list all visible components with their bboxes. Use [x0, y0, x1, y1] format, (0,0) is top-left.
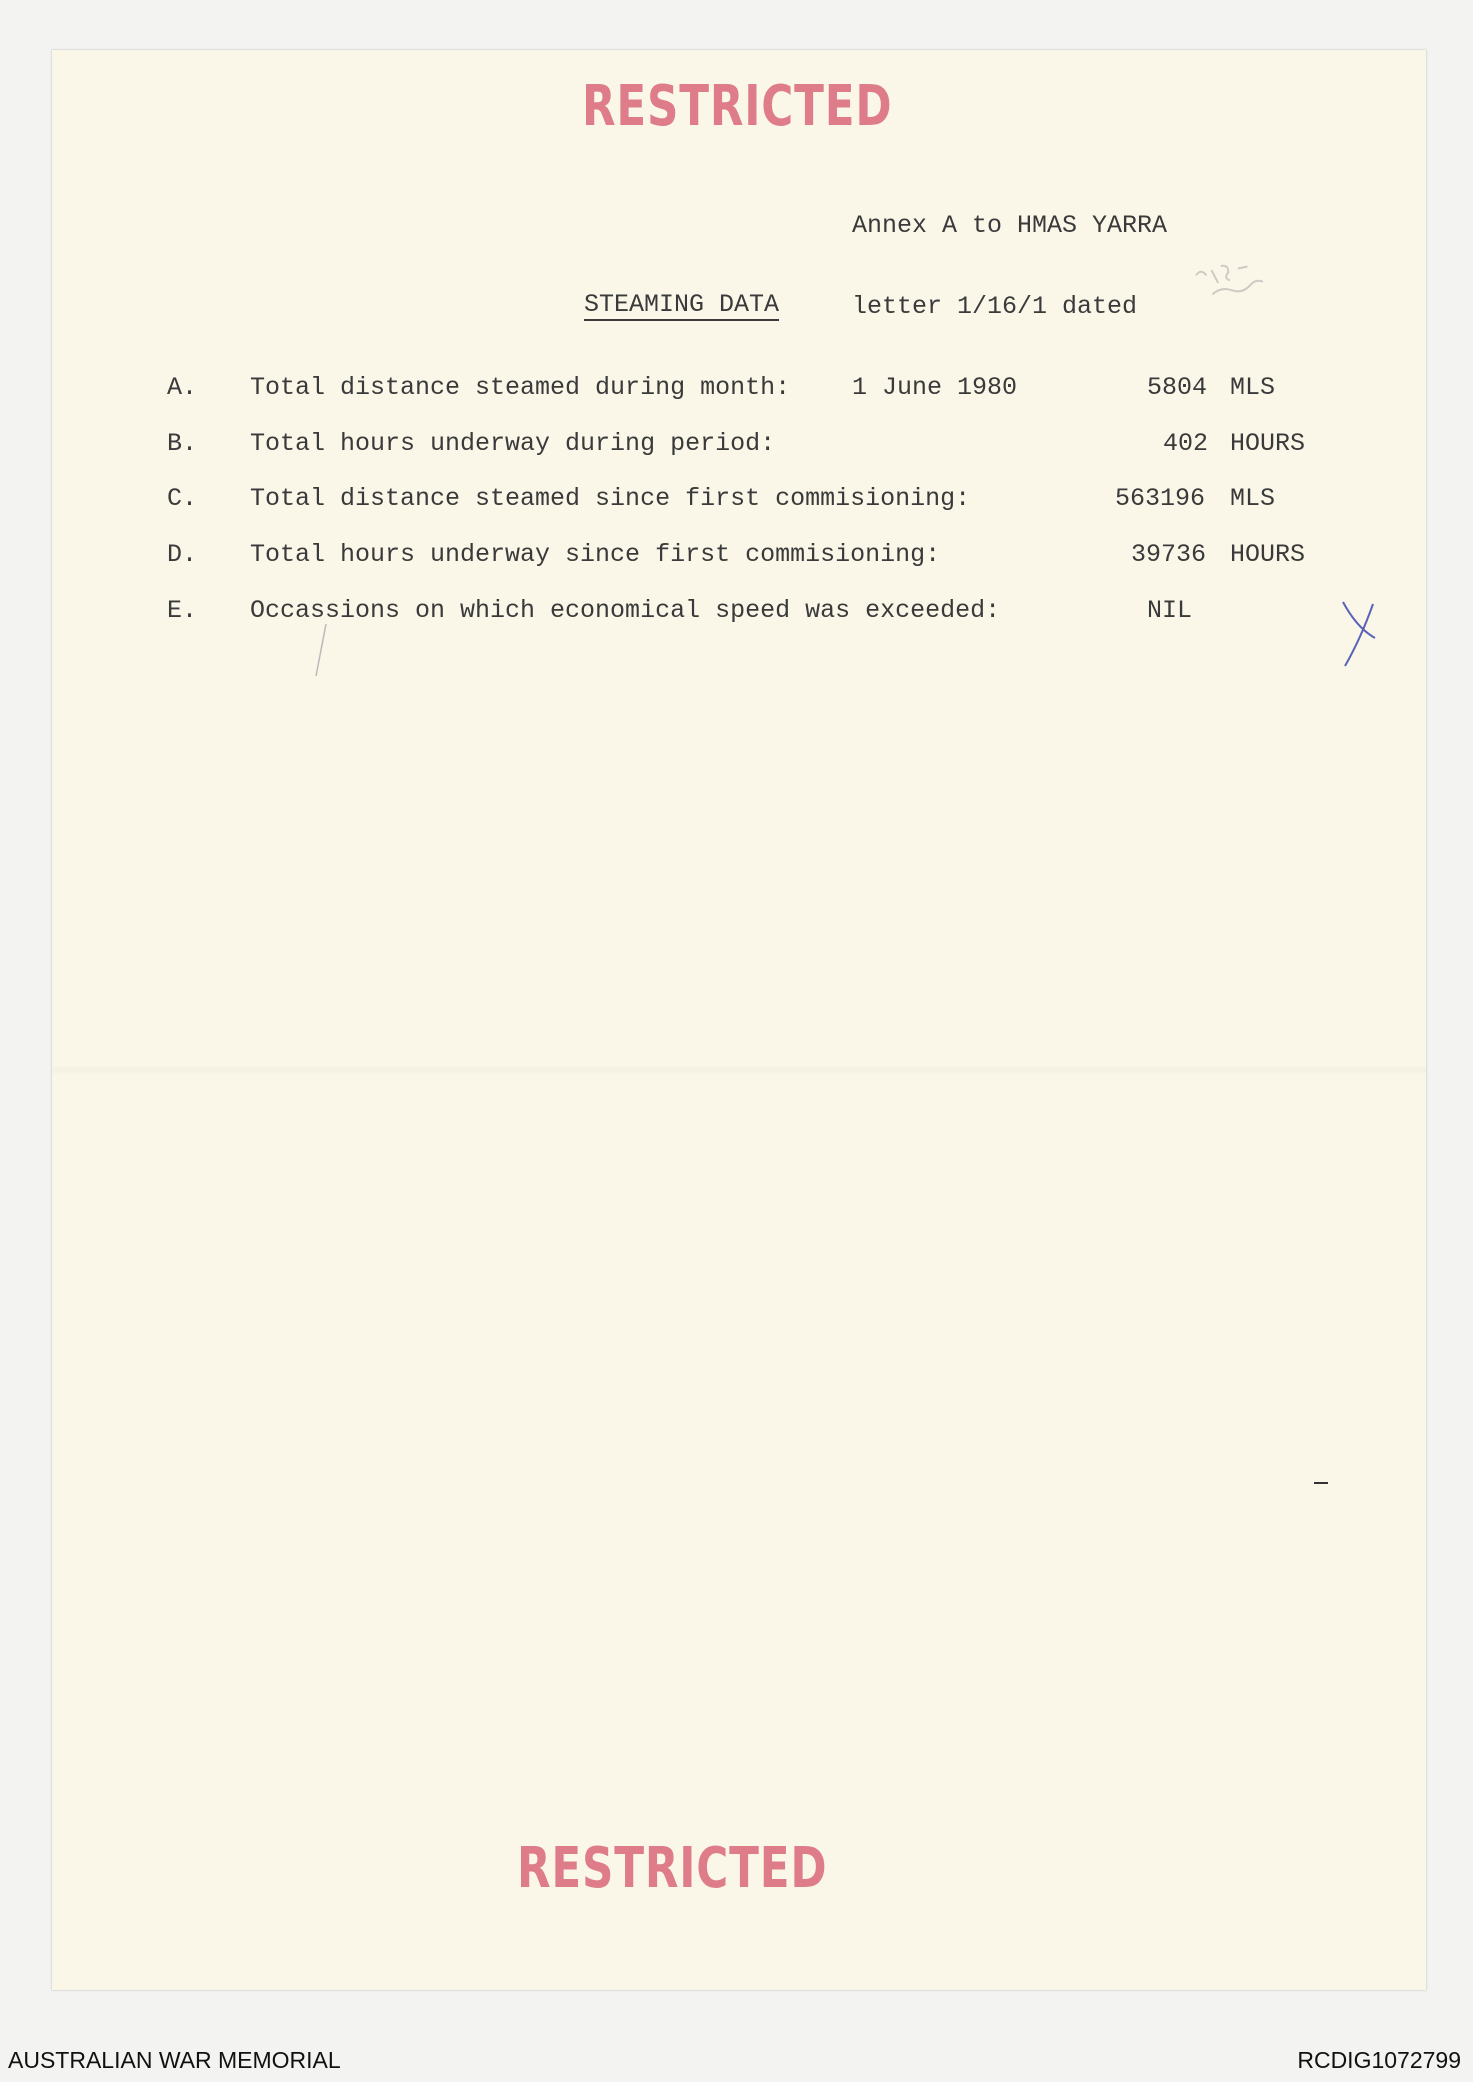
- data-row-e: [52, 596, 1426, 628]
- document-page: [52, 50, 1426, 1990]
- pencil-tick-icon: [314, 622, 328, 678]
- row-unit: MLS: [1230, 373, 1276, 402]
- row-description: Total hours underway during period:: [250, 429, 776, 458]
- row-unit: MLS: [1230, 484, 1276, 513]
- handwritten-x-icon: [1339, 598, 1379, 668]
- row-description: Total distance steamed since first commisioning:: [250, 484, 971, 513]
- annex-line-1: Annex A to HMAS YARRA: [852, 211, 1168, 240]
- row-value: 5804: [1147, 373, 1208, 402]
- row-letter: B.: [167, 429, 198, 458]
- annex-reference: [852, 158, 1167, 455]
- row-unit: HOURS: [1230, 429, 1306, 458]
- restricted-stamp-bottom: RESTRICTED: [517, 1836, 828, 1901]
- data-row-c: [52, 484, 1426, 516]
- row-value: NIL: [1147, 596, 1193, 625]
- annex-line-2: letter 1/16/1 dated: [852, 292, 1138, 321]
- row-description: Total distance steamed during month:: [250, 373, 791, 402]
- row-unit: HOURS: [1230, 540, 1306, 569]
- row-value: 402: [1163, 429, 1209, 458]
- pencil-annotation-icon: [1188, 246, 1286, 314]
- row-description: Occassions on which economical speed was exceeded:: [250, 596, 1001, 625]
- row-letter: A.: [167, 373, 198, 402]
- row-letter: E.: [167, 596, 198, 625]
- restricted-stamp-top: RESTRICTED: [582, 74, 893, 139]
- row-description: Total hours underway since first commisioning:: [250, 540, 941, 569]
- data-row-a: [52, 373, 1426, 405]
- archive-reference: RCDIG1072799: [1297, 2047, 1461, 2073]
- archive-credit: AUSTRALIAN WAR MEMORIAL: [8, 2047, 341, 2073]
- data-row-b: [52, 429, 1426, 461]
- ink-dash: [1314, 1482, 1328, 1484]
- data-row-d: [52, 540, 1426, 572]
- row-value: 39736: [1131, 540, 1207, 569]
- row-letter: D.: [167, 540, 198, 569]
- row-letter: C.: [167, 484, 198, 513]
- annex-line-3: 1 June 1980: [852, 373, 1018, 402]
- page-fold: [52, 1065, 1426, 1075]
- row-value: 563196: [1115, 484, 1206, 513]
- section-heading: STEAMING DATA: [584, 290, 780, 319]
